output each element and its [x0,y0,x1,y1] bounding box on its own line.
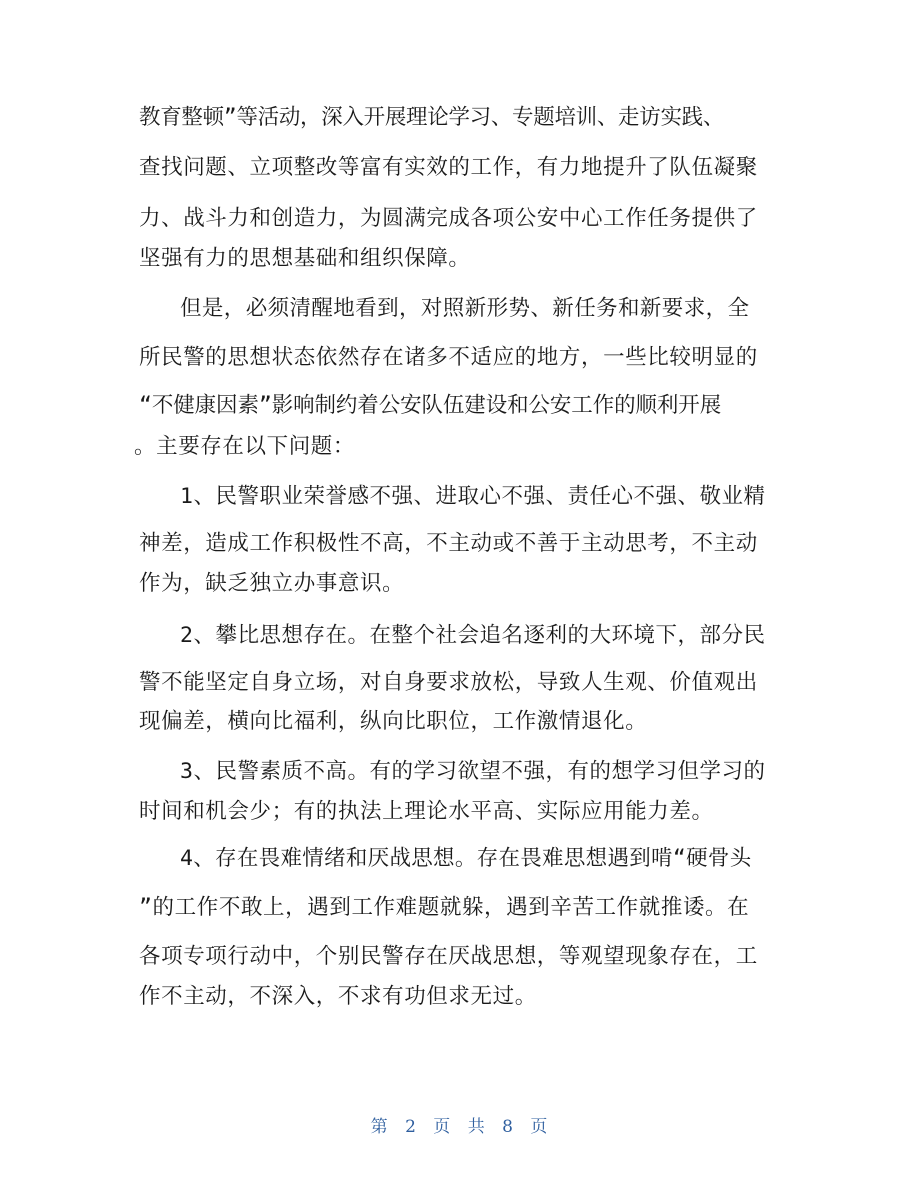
footer-page-label: 页 [433,1117,453,1137]
text-line: “不健康因素”影响制约着公安队伍建设和公安工作的顺利开展 [139,393,722,418]
text-line: 3、民警素质不高。有的学习欲望不强，有的想学习但学习的 [180,759,766,784]
footer-total-label: 共 [467,1117,487,1137]
text-line: 1、民警职业荣誉感不强、进取心不强、责任心不强、敬业精 [180,484,766,509]
text-line: 作为，缺乏独立办事意识。 [139,571,405,596]
footer-prefix: 第 [370,1117,390,1137]
text-line: 神差，造成工作积极性不高，不主动或不善于主动思考，不主动 [139,531,758,556]
total-pages-number: 8 [502,1117,515,1137]
text-line: 力、战斗力和创造力，为圆满完成各项公安中心工作任务提供了 [139,206,758,231]
text-line: 现偏差，横向比福利，纵向比职位，工作激情退化。 [139,709,648,734]
text-line: ”的工作不敢上，遇到工作难题就躲，遇到辛苦工作就推诿。在 [139,895,750,920]
text-line: 4、存在畏难情绪和厌战思想。存在畏难思想遇到啃“硬骨头 [180,846,752,871]
text-line: 时间和机会少；有的执法上理论水平高、实际应用能力差。 [139,799,714,824]
text-line: 2、攀比思想存在。在整个社会追名逐利的大环境下，部分民 [180,623,766,648]
text-line: 所民警的思想状态依然存在诸多不适应的地方，一些比较明显的 [139,345,758,370]
current-page-number: 2 [405,1117,418,1137]
text-line: 但是，必须清醒地看到，对照新形势、新任务和新要求，全 [180,296,750,321]
text-line: 。主要存在以下问题： [134,434,356,459]
text-line: 警不能坚定自身立场，对自身要求放松，导致人生观、价值观出 [139,670,758,695]
text-line: 作不主动，不深入，不求有功但求无过。 [139,984,537,1009]
text-line: 教育整顿”等活动，深入开展理论学习、专题培训、走访实践、 [139,105,725,130]
text-line: 坚强有力的思想基础和组织保障。 [139,246,471,271]
text-line: 各项专项行动中，个别民警存在厌战思想，等观望现象存在，工 [139,944,758,969]
footer-page-end-label: 页 [530,1117,550,1137]
page-footer [0,1112,920,1137]
text-line: 查找问题、立项整改等富有实效的工作，有力地提升了队伍凝聚 [139,155,758,180]
